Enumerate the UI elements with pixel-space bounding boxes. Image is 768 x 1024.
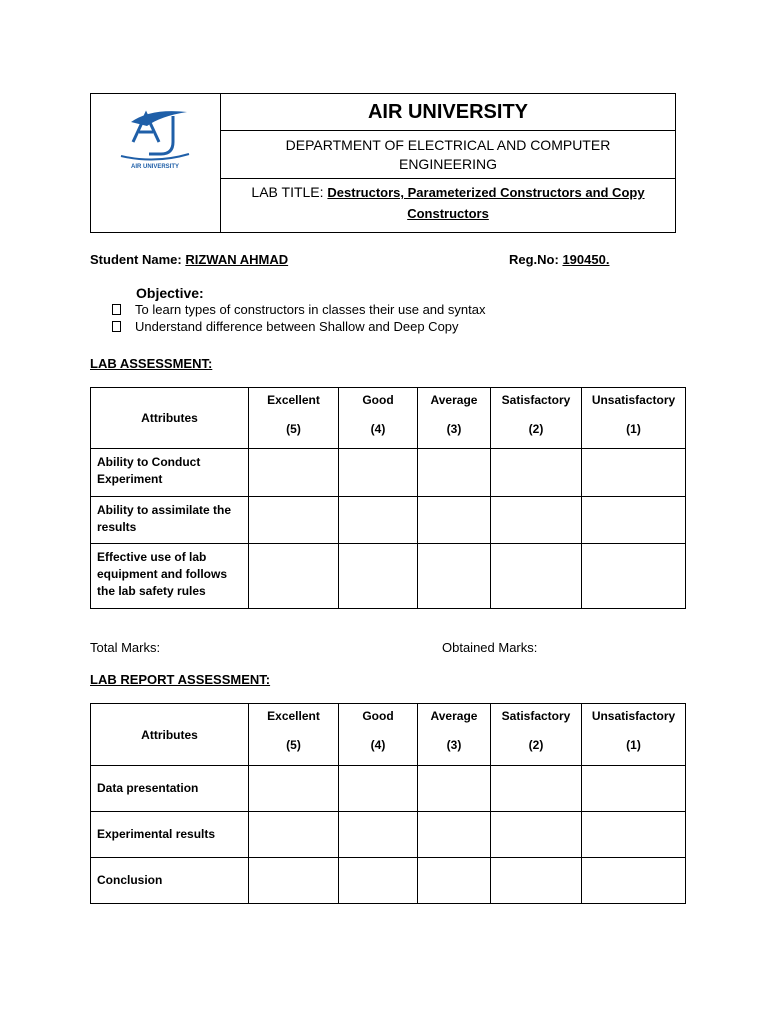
objective-item — [112, 302, 485, 317]
score-cell[interactable] — [582, 812, 686, 858]
lab-assessment-title: LAB ASSESSMENT: — [90, 356, 213, 371]
objective-item-text: Understand difference between Shallow and Deep Copy — [135, 319, 459, 334]
table-row — [91, 544, 686, 609]
reg-no-value: 190450. — [562, 252, 610, 267]
score-cell[interactable] — [491, 766, 582, 812]
student-name-row — [90, 252, 288, 267]
score-cell[interactable] — [249, 812, 339, 858]
score-cell[interactable] — [491, 449, 582, 497]
score-cell[interactable] — [339, 766, 418, 812]
student-name-value: RIZWAN AHMAD — [185, 252, 289, 267]
score-cell[interactable] — [249, 766, 339, 812]
column-excellent: Excellent (5) — [249, 388, 339, 449]
score-cell[interactable] — [491, 812, 582, 858]
column-average: Average (3) — [418, 704, 491, 766]
table-row — [91, 858, 686, 904]
table-row — [91, 449, 686, 497]
table-header-row — [91, 388, 686, 449]
objective-title: Objective: — [136, 285, 204, 301]
column-satisfactory: Satisfactory (2) — [491, 704, 582, 766]
obtained-marks-label: Obtained Marks: — [442, 640, 538, 655]
table-row — [91, 812, 686, 858]
score-cell[interactable] — [418, 544, 491, 609]
score-cell[interactable] — [339, 858, 418, 904]
logo-cell — [91, 94, 221, 232]
attribute-cell: Effective use of lab equipment and follows the lab safety rules — [91, 544, 249, 609]
attributes-header: Attributes — [91, 704, 249, 766]
column-excellent: Excellent (5) — [249, 704, 339, 766]
score-cell[interactable] — [491, 858, 582, 904]
score-cell[interactable] — [249, 449, 339, 497]
score-cell[interactable] — [491, 544, 582, 609]
score-cell[interactable] — [249, 544, 339, 609]
score-cell[interactable] — [491, 497, 582, 544]
attribute-cell: Ability to Conduct Experiment — [91, 449, 249, 497]
score-cell[interactable] — [418, 812, 491, 858]
score-cell[interactable] — [582, 858, 686, 904]
logo-text: AIR UNIVERSITY — [130, 164, 180, 170]
column-unsatisfactory: Unsatisfactory (1) — [582, 388, 686, 449]
objective-item-text: To learn types of constructors in classes their use and syntax — [135, 302, 486, 317]
score-cell[interactable] — [249, 497, 339, 544]
column-good: Good (4) — [339, 388, 418, 449]
attribute-cell: Experimental results — [91, 812, 249, 858]
score-cell[interactable] — [582, 497, 686, 544]
reg-no-row — [509, 252, 609, 267]
lab-title-value: Destructors, Parameterized Constructors and Copy Constructors — [327, 185, 645, 221]
score-cell[interactable] — [418, 858, 491, 904]
lab-assessment-table — [90, 387, 686, 609]
score-cell[interactable] — [339, 812, 418, 858]
university-title: AIR UNIVERSITY — [221, 94, 675, 131]
table-header-row — [91, 704, 686, 766]
lab-title-label: LAB TITLE: — [251, 184, 328, 200]
reg-no-label: Reg.No: — [509, 252, 563, 267]
attributes-header: Attributes — [91, 388, 249, 449]
score-cell[interactable] — [339, 497, 418, 544]
attribute-cell: Ability to assimilate the results — [91, 497, 249, 544]
department-name: DEPARTMENT OF ELECTRICAL AND COMPUTER ENGINEERING — [221, 131, 675, 179]
air-university-logo — [91, 94, 220, 232]
attribute-cell: Conclusion — [91, 858, 249, 904]
score-cell[interactable] — [418, 766, 491, 812]
column-unsatisfactory: Unsatisfactory (1) — [582, 704, 686, 766]
attribute-cell: Data presentation — [91, 766, 249, 812]
lab-report-assessment-title: LAB REPORT ASSESSMENT: — [90, 672, 271, 687]
column-satisfactory: Satisfactory (2) — [491, 388, 582, 449]
score-cell[interactable] — [418, 497, 491, 544]
score-cell[interactable] — [249, 858, 339, 904]
table-row — [91, 766, 686, 812]
score-cell[interactable] — [339, 449, 418, 497]
lab-title — [221, 180, 675, 232]
objective-item — [112, 319, 459, 334]
column-good: Good (4) — [339, 704, 418, 766]
bullet-box-icon — [112, 321, 121, 332]
score-cell[interactable] — [582, 449, 686, 497]
score-cell[interactable] — [418, 449, 491, 497]
column-average: Average (3) — [418, 388, 491, 449]
total-marks-label: Total Marks: — [90, 640, 161, 655]
student-name-label: Student Name: — [90, 252, 186, 267]
lab-report-assessment-table — [90, 703, 686, 904]
bullet-box-icon — [112, 304, 121, 315]
table-row — [91, 497, 686, 544]
score-cell[interactable] — [582, 544, 686, 609]
score-cell[interactable] — [582, 766, 686, 812]
score-cell[interactable] — [339, 544, 418, 609]
header-block — [90, 93, 676, 233]
